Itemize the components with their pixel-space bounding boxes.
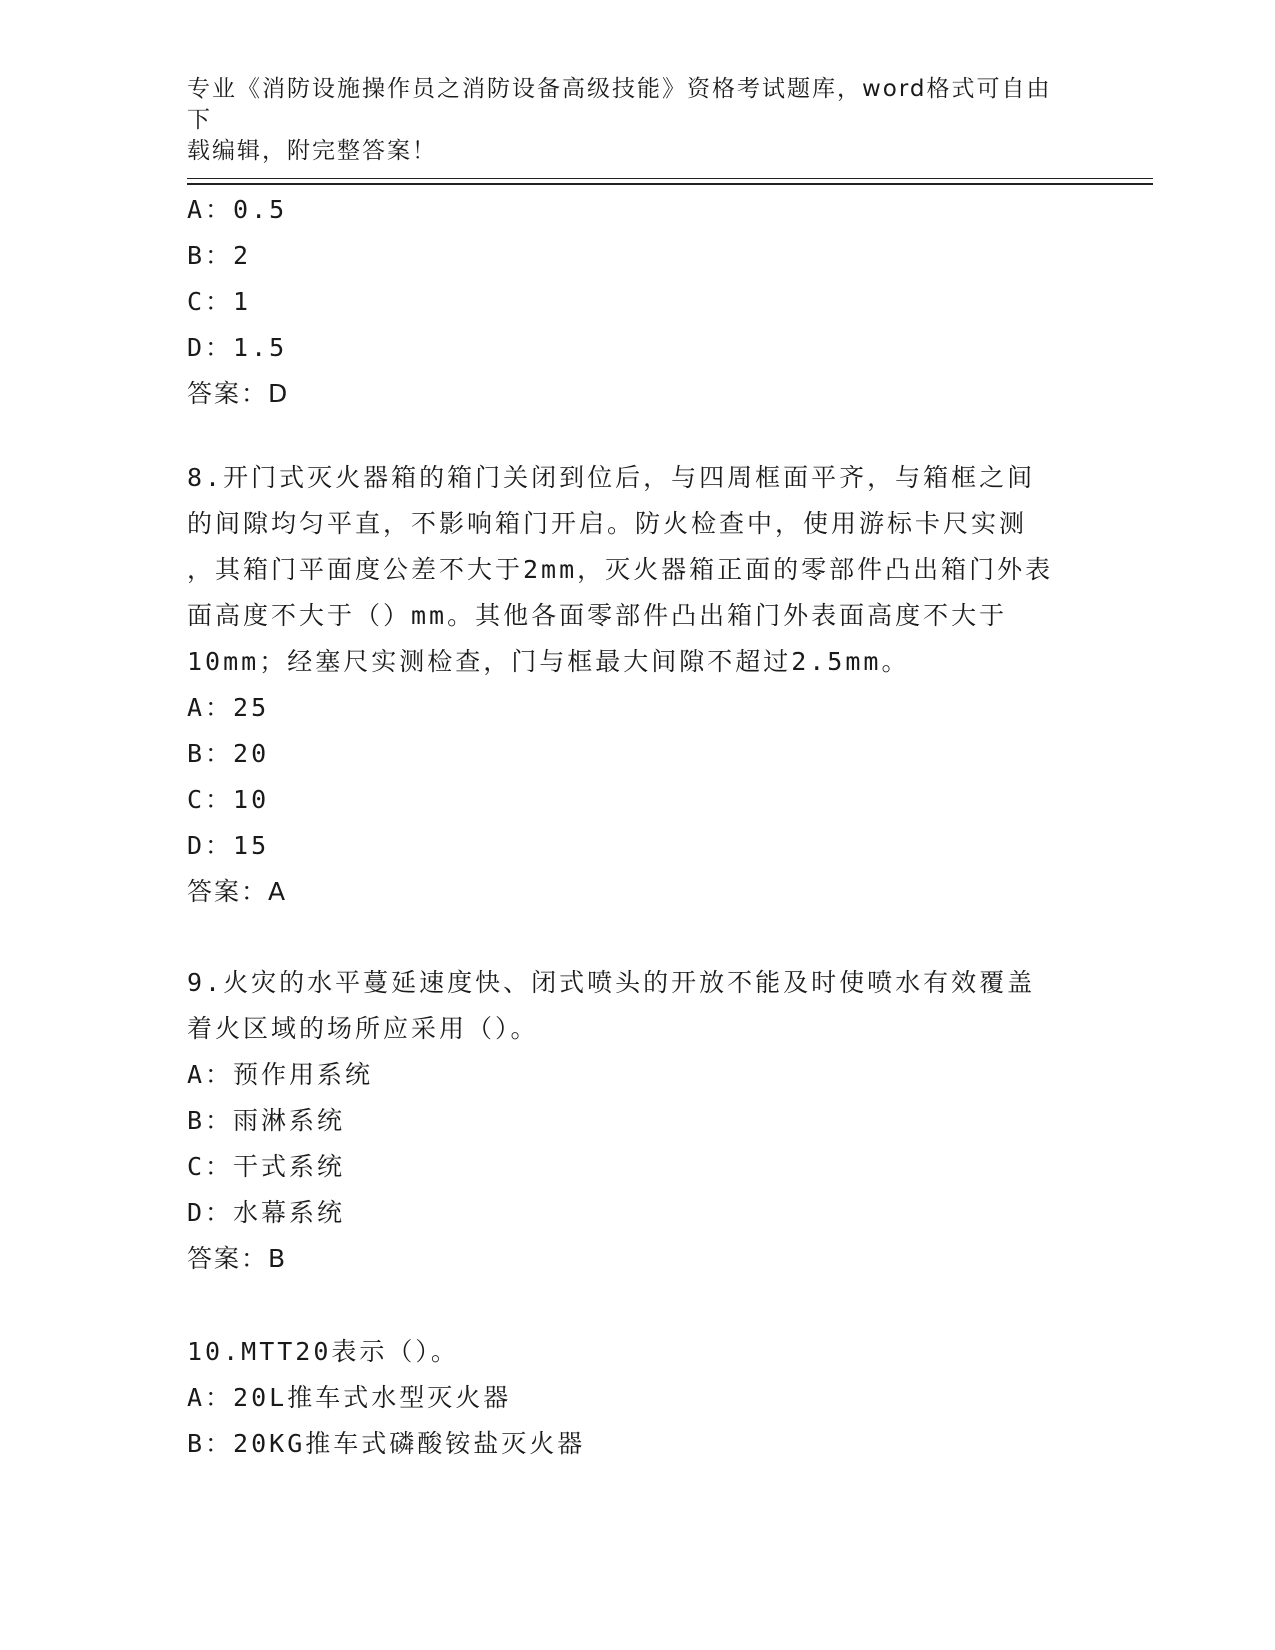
question-8-block [187,455,1087,915]
question-8-text-line: 8.开门式灭火器箱的箱门关闭到位后，与四周框面平齐，与箱框之间 [187,463,1036,492]
question-9-option-c: C：干式系统 [187,1152,346,1181]
question-10-option-b: B：20KG推车式磷酸铵盐灭火器 [187,1429,586,1458]
question-7-option-c: C：1 [187,287,252,316]
question-8-option-a: A：25 [187,693,270,722]
header-divider-thin [187,178,1153,179]
question-9-option-b: B：雨淋系统 [187,1106,346,1135]
question-9-block [187,960,1087,1282]
question-7-option-b: B：2 [187,241,252,270]
question-10-text-line: 10.MTT20表示（）。 [187,1337,459,1366]
question-9-option-a: A：预作用系统 [187,1060,374,1089]
document-header [187,74,1067,167]
question-7-option-d: D：1.5 [187,333,288,362]
question-9-option-d: D：水幕系统 [187,1198,346,1227]
header-line-2: 载编辑，附完整答案！ [187,138,437,164]
header-line-1: 专业《消防设施操作员之消防设备高级技能》资格考试题库，word格式可自由下 [187,76,1052,133]
question-10-option-a: A：20L推车式水型灭火器 [187,1383,512,1412]
header-divider-thick [187,183,1153,185]
question-8-text-line: 面高度不大于（）mm。其他各面零部件凸出箱门外表面高度不大于 [187,601,1008,630]
question-8-text-line: 10mm；经塞尺实测检查，门与框最大间隙不超过2.5mm。 [187,647,910,676]
question-7-option-a: A：0.5 [187,195,288,224]
question-7-block [187,187,1087,417]
question-8-answer: 答案：A [187,877,288,906]
question-8-option-b: B：20 [187,739,270,768]
question-9-answer: 答案：B [187,1244,288,1273]
question-10-block [187,1329,1087,1467]
question-9-text-line: 着火区域的场所应采用（）。 [187,1014,539,1043]
question-9-text-line: 9.火灾的水平蔓延速度快、闭式喷头的开放不能及时使喷水有效覆盖 [187,968,1036,997]
question-8-text-line: ，其箱门平面度公差不大于2mm，灭火器箱正面的零部件凸出箱门外表 [187,555,1054,584]
question-8-text-line: 的间隙均匀平直，不影响箱门开启。防火检查中，使用游标卡尺实测 [187,509,1028,538]
question-8-option-c: C：10 [187,785,270,814]
question-8-option-d: D：15 [187,831,270,860]
question-7-answer: 答案：D [187,379,290,408]
